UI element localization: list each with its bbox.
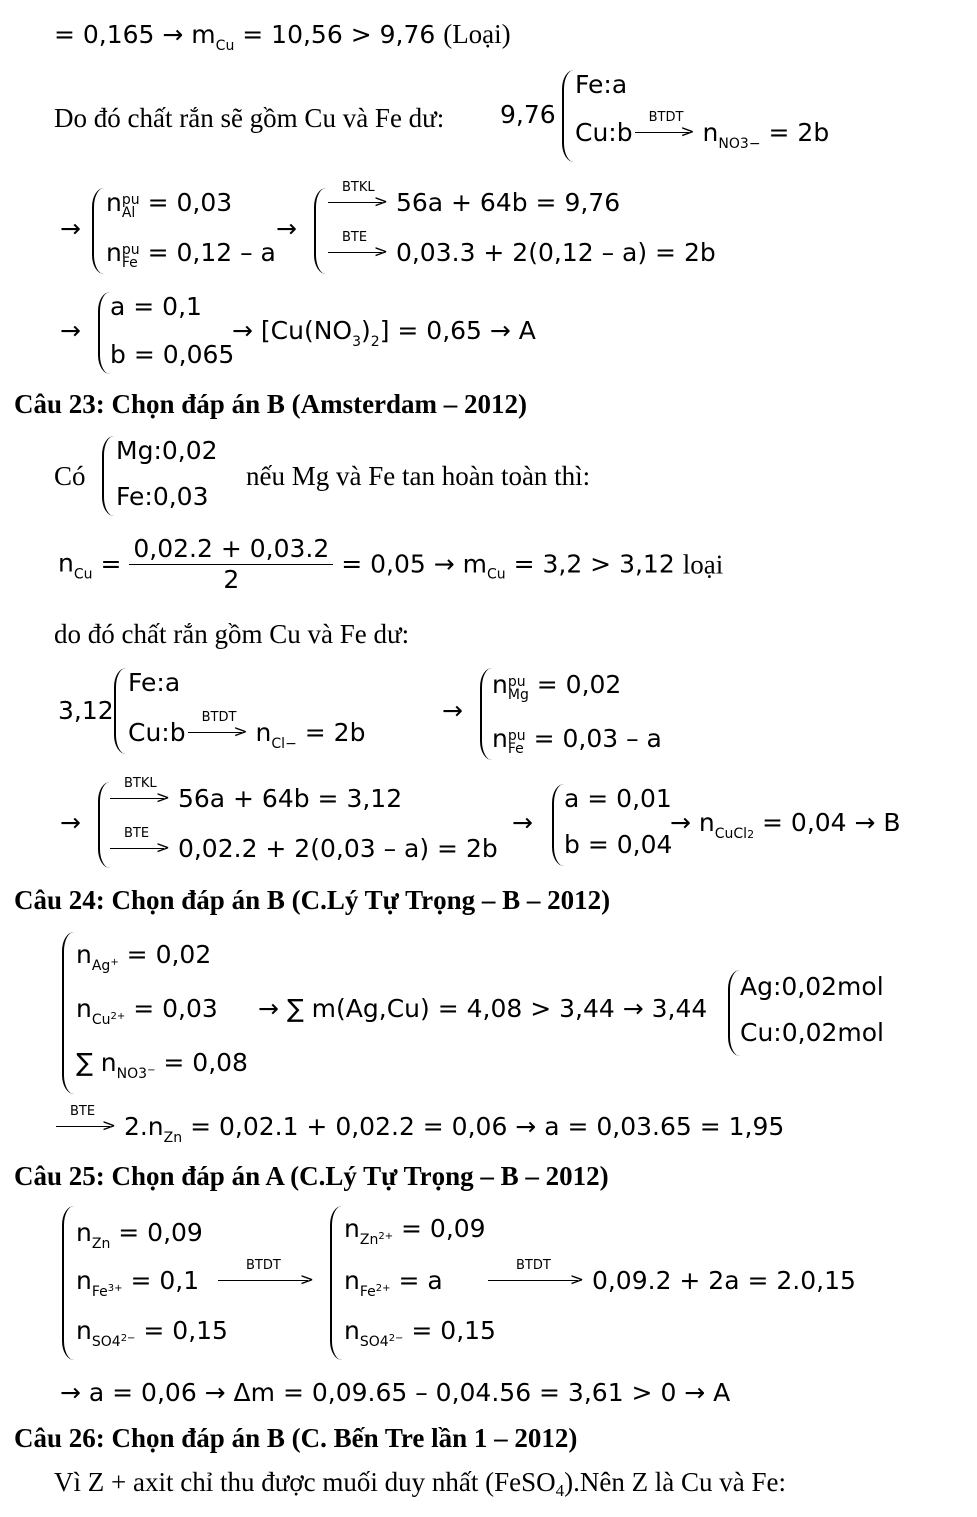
system-row: BTE > 0,03.3 + 2(0,12 – a) = 2b — [326, 238, 716, 268]
system-row: b = 0,04 — [564, 830, 673, 859]
text-line: do đó chất rắn gồm Cu và Fe dư: — [54, 619, 410, 649]
brace — [314, 188, 326, 274]
text-line: Có — [54, 461, 86, 491]
system-row: $n_{Fe^{2+}} = a$ — [344, 1266, 443, 1300]
question-heading: Câu 24: Chọn đáp án B (C.Lý Tự Trọng – B – 2012) — [14, 885, 611, 915]
system-row: ∑ $n_{NO3^-} = 0,08$ — [76, 1048, 248, 1082]
system-row: $n_{Fe^{3+}} = 0,1$ — [76, 1266, 200, 1300]
equation-line: BTE > $2.n_{Zn} = 0,02.1 + 0,02.2 = 0,06 \to a = 0,03.65 = 1,95$ — [54, 1112, 784, 1153]
equation-line: $n_{Cu}$ = $\frac{0,02.2 + 0,03.2}{2}$ = $0,05 \to m_{Cu} = 3,2 > 3,12$ loại — [58, 534, 724, 594]
system-row: n pu Al = 0,03 — [106, 188, 233, 221]
brace — [562, 70, 574, 162]
arrow-symbol: → — [60, 808, 81, 837]
system-row: $n_{Cu^{2+}} = 0,03$ — [76, 994, 218, 1028]
system-row: $n_{Zn} = 0,09$ — [76, 1218, 203, 1252]
system-row: Fe:a — [575, 70, 628, 99]
system-row: Fe:0,03 — [116, 482, 209, 511]
brace — [728, 970, 740, 1056]
system-row: a = 0,1 — [110, 292, 202, 321]
result-line: → ∑ m(Ag,Cu) = 4,08 > 3,44 → 3,44 — [258, 994, 708, 1023]
arrow: BTDT > — [633, 118, 695, 148]
result-line: → $n_{CuCl2} = 0,04 \to B$ — [670, 808, 901, 842]
system-row: Cu:b BTDT > $n_{NO3-} = 2b$ — [575, 110, 830, 152]
system-row: Fe:a — [128, 668, 181, 697]
system-row: $n_{Zn^{2+}} = 0,09$ — [344, 1214, 486, 1248]
text-line: Do đó chất rắn sẽ gồm Cu và Fe dư: — [54, 103, 445, 133]
system-row: n pu Fe = 0,03 – a — [492, 724, 662, 757]
brace — [102, 436, 114, 516]
arrow-symbol: → — [442, 696, 463, 725]
brace — [92, 188, 104, 274]
system-row: BTE > 0,02.2 + 2(0,03 – a) = 2b — [108, 834, 498, 864]
result-line: = $0,165 \to m_{Cu} = 10,56 > 9,76$ (Loại) — [54, 19, 511, 54]
system-row: a = 0,01 — [564, 784, 672, 813]
brace — [114, 668, 126, 754]
system-row: Ag:0,02mol — [740, 972, 884, 1001]
result-line: → a = 0,06 → Δm = 0,09.65 – 0,04.56 = 3,61 > 0 → A — [60, 1378, 731, 1407]
system-row: $n_{SO4^{2-}} = 0,15$ — [344, 1316, 496, 1350]
system-row: n pu Mg = 0,02 — [492, 670, 622, 703]
text-line: nếu Mg và Fe tan hoàn toàn thì: — [246, 461, 591, 491]
arrow-symbol: BTDT > — [216, 1266, 314, 1296]
question-heading: Câu 26: Chọn đáp án B (C. Bến Tre lần 1 – 2012) — [14, 1423, 578, 1453]
system-row: Cu:b BTDT > $n_{Cl-} = 2b$ — [128, 710, 366, 752]
question-heading: Câu 23: Chọn đáp án B (Amsterdam – 2012) — [14, 389, 528, 419]
brace — [62, 1206, 74, 1360]
system-row: $n_{Ag^+} = 0,02$ — [76, 940, 212, 974]
brace — [330, 1206, 342, 1360]
mass-value: 9,76 — [500, 100, 556, 129]
system-row: BTKL > 56a + 64b = 3,12 — [108, 784, 402, 814]
arrow-symbol: → — [60, 316, 81, 345]
brace — [62, 932, 74, 1094]
system-row: Cu:0,02mol — [740, 1018, 884, 1047]
result-line: → $[Cu(NO_3)_2] = 0,65 \to A$ — [232, 316, 536, 350]
system-row: BTKL > 56a + 64b = 9,76 — [326, 188, 620, 218]
brace — [480, 668, 492, 760]
question-heading: Câu 25: Chọn đáp án A (C.Lý Tự Trọng – B – 2012) — [14, 1161, 609, 1191]
arrow-symbol: → — [60, 214, 81, 243]
system-row: n pu Fe = 0,12 – a — [106, 238, 276, 271]
brace — [552, 784, 564, 866]
system-row: $n_{SO4^{2-}} = 0,15$ — [76, 1316, 228, 1350]
brace — [98, 292, 110, 374]
system-row: Mg:0,02 — [116, 436, 218, 465]
arrow-symbol: → — [512, 808, 533, 837]
equation-line: BTDT > 0,09.2 + 2a = 2.0,15 — [486, 1266, 856, 1296]
system-row: b = 0,065 — [110, 340, 235, 369]
text-line: Vì Z + axit chỉ thu được muối duy nhất (FeSO4).Nên Z là Cu và Fe: — [54, 1467, 787, 1500]
arrow-symbol: → — [276, 214, 297, 243]
mass-value: 3,12 — [58, 696, 114, 725]
